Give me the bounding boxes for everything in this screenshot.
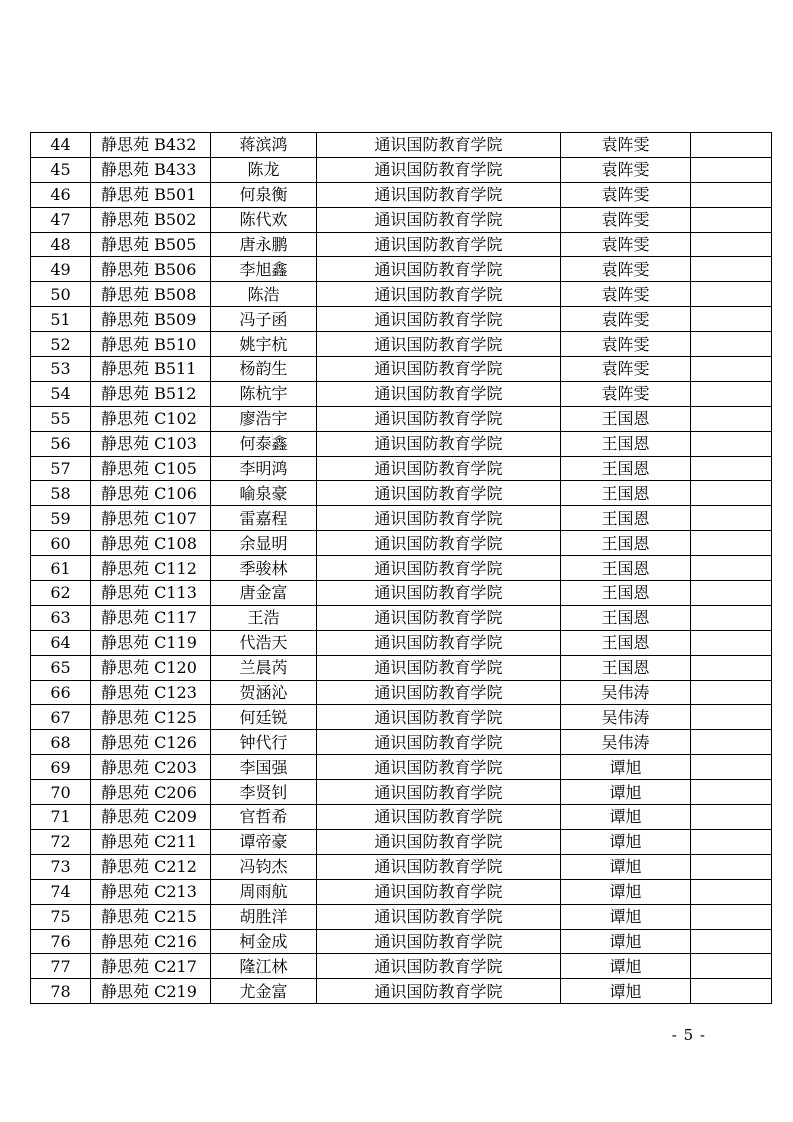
cell-note bbox=[691, 581, 772, 606]
cell-advisor: 王国恩 bbox=[561, 481, 691, 506]
cell-note bbox=[691, 357, 772, 382]
cell-advisor: 王国恩 bbox=[561, 406, 691, 431]
cell-college: 通识国防教育学院 bbox=[317, 929, 561, 954]
cell-college: 通识国防教育学院 bbox=[317, 755, 561, 780]
cell-college: 通识国防教育学院 bbox=[317, 879, 561, 904]
cell-note bbox=[691, 755, 772, 780]
cell-advisor: 谭旭 bbox=[561, 979, 691, 1004]
cell-student-name: 谭帝豪 bbox=[211, 829, 317, 854]
cell-college: 通识国防教育学院 bbox=[317, 829, 561, 854]
cell-advisor: 王国恩 bbox=[561, 581, 691, 606]
table-row bbox=[31, 630, 772, 655]
table-row bbox=[31, 506, 772, 531]
cell-college: 通识国防教育学院 bbox=[317, 381, 561, 406]
cell-student-name: 冯子函 bbox=[211, 307, 317, 332]
cell-note bbox=[691, 979, 772, 1004]
cell-room: 静思苑 C119 bbox=[91, 630, 211, 655]
cell-number: 73 bbox=[31, 854, 91, 879]
cell-number: 47 bbox=[31, 207, 91, 232]
cell-advisor: 王国恩 bbox=[561, 630, 691, 655]
cell-advisor: 袁阵雯 bbox=[561, 232, 691, 257]
table-row bbox=[31, 481, 772, 506]
table-row bbox=[31, 182, 772, 207]
cell-note bbox=[691, 381, 772, 406]
cell-note bbox=[691, 780, 772, 805]
cell-note bbox=[691, 605, 772, 630]
cell-advisor: 袁阵雯 bbox=[561, 133, 691, 158]
cell-advisor: 袁阵雯 bbox=[561, 257, 691, 282]
cell-note bbox=[691, 307, 772, 332]
table-row bbox=[31, 805, 772, 830]
cell-college: 通识国防教育学院 bbox=[317, 854, 561, 879]
cell-college: 通识国防教育学院 bbox=[317, 133, 561, 158]
cell-college: 通识国防教育学院 bbox=[317, 680, 561, 705]
table-row bbox=[31, 780, 772, 805]
cell-room: 静思苑 C215 bbox=[91, 904, 211, 929]
cell-advisor: 谭旭 bbox=[561, 780, 691, 805]
cell-note bbox=[691, 805, 772, 830]
cell-student-name: 王浩 bbox=[211, 605, 317, 630]
cell-advisor: 王国恩 bbox=[561, 556, 691, 581]
cell-room: 静思苑 C212 bbox=[91, 854, 211, 879]
cell-room: 静思苑 B506 bbox=[91, 257, 211, 282]
cell-student-name: 李旭鑫 bbox=[211, 257, 317, 282]
cell-room: 静思苑 B512 bbox=[91, 381, 211, 406]
cell-advisor: 王国恩 bbox=[561, 531, 691, 556]
cell-student-name: 何廷锐 bbox=[211, 705, 317, 730]
cell-college: 通识国防教育学院 bbox=[317, 456, 561, 481]
cell-note bbox=[691, 157, 772, 182]
cell-student-name: 余显明 bbox=[211, 531, 317, 556]
cell-note bbox=[691, 680, 772, 705]
cell-room: 静思苑 C117 bbox=[91, 605, 211, 630]
table-row bbox=[31, 556, 772, 581]
cell-note bbox=[691, 531, 772, 556]
table-row bbox=[31, 954, 772, 979]
cell-number: 72 bbox=[31, 829, 91, 854]
cell-note bbox=[691, 257, 772, 282]
cell-room: 静思苑 C217 bbox=[91, 954, 211, 979]
cell-college: 通识国防教育学院 bbox=[317, 581, 561, 606]
cell-college: 通识国防教育学院 bbox=[317, 357, 561, 382]
cell-room: 静思苑 B501 bbox=[91, 182, 211, 207]
cell-student-name: 陈浩 bbox=[211, 282, 317, 307]
cell-room: 静思苑 B505 bbox=[91, 232, 211, 257]
cell-student-name: 唐金富 bbox=[211, 581, 317, 606]
cell-number: 55 bbox=[31, 406, 91, 431]
table-row bbox=[31, 133, 772, 158]
cell-room: 静思苑 C126 bbox=[91, 730, 211, 755]
cell-student-name: 兰晨芮 bbox=[211, 655, 317, 680]
cell-student-name: 姚宇杭 bbox=[211, 332, 317, 357]
cell-number: 58 bbox=[31, 481, 91, 506]
table-row bbox=[31, 755, 772, 780]
cell-advisor: 谭旭 bbox=[561, 879, 691, 904]
cell-number: 60 bbox=[31, 531, 91, 556]
cell-advisor: 谭旭 bbox=[561, 805, 691, 830]
cell-room: 静思苑 C108 bbox=[91, 531, 211, 556]
cell-note bbox=[691, 879, 772, 904]
cell-room: 静思苑 C103 bbox=[91, 431, 211, 456]
cell-advisor: 谭旭 bbox=[561, 929, 691, 954]
cell-student-name: 何泉衡 bbox=[211, 182, 317, 207]
cell-advisor: 谭旭 bbox=[561, 829, 691, 854]
cell-college: 通识国防教育学院 bbox=[317, 506, 561, 531]
table-row bbox=[31, 332, 772, 357]
cell-number: 46 bbox=[31, 182, 91, 207]
cell-advisor: 袁阵雯 bbox=[561, 282, 691, 307]
cell-advisor: 谭旭 bbox=[561, 904, 691, 929]
cell-number: 61 bbox=[31, 556, 91, 581]
cell-student-name: 冯钧杰 bbox=[211, 854, 317, 879]
cell-student-name: 官哲希 bbox=[211, 805, 317, 830]
cell-student-name: 李贤钊 bbox=[211, 780, 317, 805]
cell-student-name: 杨韵生 bbox=[211, 357, 317, 382]
cell-student-name: 李国强 bbox=[211, 755, 317, 780]
cell-room: 静思苑 C112 bbox=[91, 556, 211, 581]
cell-note bbox=[691, 854, 772, 879]
cell-note bbox=[691, 332, 772, 357]
cell-number: 78 bbox=[31, 979, 91, 1004]
table-row bbox=[31, 879, 772, 904]
table-row bbox=[31, 357, 772, 382]
cell-number: 71 bbox=[31, 805, 91, 830]
table-row bbox=[31, 581, 772, 606]
cell-number: 53 bbox=[31, 357, 91, 382]
cell-note bbox=[691, 954, 772, 979]
cell-student-name: 廖浩宇 bbox=[211, 406, 317, 431]
cell-college: 通识国防教育学院 bbox=[317, 780, 561, 805]
cell-student-name: 何泰鑫 bbox=[211, 431, 317, 456]
table-row bbox=[31, 406, 772, 431]
cell-student-name: 陈龙 bbox=[211, 157, 317, 182]
cell-student-name: 蒋滨鸿 bbox=[211, 133, 317, 158]
cell-student-name: 周雨航 bbox=[211, 879, 317, 904]
cell-college: 通识国防教育学院 bbox=[317, 157, 561, 182]
cell-student-name: 李明鸿 bbox=[211, 456, 317, 481]
cell-number: 44 bbox=[31, 133, 91, 158]
cell-college: 通识国防教育学院 bbox=[317, 730, 561, 755]
table-row bbox=[31, 207, 772, 232]
cell-room: 静思苑 C102 bbox=[91, 406, 211, 431]
cell-college: 通识国防教育学院 bbox=[317, 605, 561, 630]
table-row bbox=[31, 829, 772, 854]
cell-note bbox=[691, 705, 772, 730]
cell-advisor: 袁阵雯 bbox=[561, 357, 691, 382]
cell-note bbox=[691, 182, 772, 207]
cell-number: 52 bbox=[31, 332, 91, 357]
cell-number: 64 bbox=[31, 630, 91, 655]
cell-room: 静思苑 B511 bbox=[91, 357, 211, 382]
cell-student-name: 季骏林 bbox=[211, 556, 317, 581]
table-row bbox=[31, 456, 772, 481]
cell-room: 静思苑 C211 bbox=[91, 829, 211, 854]
table-row bbox=[31, 282, 772, 307]
cell-number: 54 bbox=[31, 381, 91, 406]
cell-student-name: 隆江林 bbox=[211, 954, 317, 979]
cell-student-name: 陈代欢 bbox=[211, 207, 317, 232]
cell-room: 静思苑 C206 bbox=[91, 780, 211, 805]
cell-room: 静思苑 B433 bbox=[91, 157, 211, 182]
cell-college: 通识国防教育学院 bbox=[317, 431, 561, 456]
cell-number: 50 bbox=[31, 282, 91, 307]
cell-note bbox=[691, 406, 772, 431]
cell-student-name: 陈杭宇 bbox=[211, 381, 317, 406]
cell-advisor: 袁阵雯 bbox=[561, 332, 691, 357]
cell-college: 通识国防教育学院 bbox=[317, 182, 561, 207]
cell-college: 通识国防教育学院 bbox=[317, 406, 561, 431]
cell-college: 通识国防教育学院 bbox=[317, 232, 561, 257]
table-row bbox=[31, 854, 772, 879]
cell-student-name: 贺涵沁 bbox=[211, 680, 317, 705]
cell-number: 69 bbox=[31, 755, 91, 780]
cell-college: 通识国防教育学院 bbox=[317, 954, 561, 979]
cell-note bbox=[691, 506, 772, 531]
cell-number: 48 bbox=[31, 232, 91, 257]
cell-student-name: 唐永鹏 bbox=[211, 232, 317, 257]
table-row bbox=[31, 680, 772, 705]
cell-number: 76 bbox=[31, 929, 91, 954]
cell-advisor: 吴伟涛 bbox=[561, 680, 691, 705]
cell-number: 56 bbox=[31, 431, 91, 456]
cell-note bbox=[691, 904, 772, 929]
cell-student-name: 喻泉豪 bbox=[211, 481, 317, 506]
cell-room: 静思苑 C123 bbox=[91, 680, 211, 705]
cell-room: 静思苑 C209 bbox=[91, 805, 211, 830]
cell-college: 通识国防教育学院 bbox=[317, 655, 561, 680]
cell-note bbox=[691, 481, 772, 506]
cell-number: 75 bbox=[31, 904, 91, 929]
table-row bbox=[31, 232, 772, 257]
cell-advisor: 王国恩 bbox=[561, 456, 691, 481]
cell-advisor: 袁阵雯 bbox=[561, 157, 691, 182]
cell-number: 65 bbox=[31, 655, 91, 680]
table-row bbox=[31, 979, 772, 1004]
table-row bbox=[31, 730, 772, 755]
cell-student-name: 钟代行 bbox=[211, 730, 317, 755]
cell-room: 静思苑 C105 bbox=[91, 456, 211, 481]
cell-college: 通识国防教育学院 bbox=[317, 307, 561, 332]
cell-college: 通识国防教育学院 bbox=[317, 705, 561, 730]
cell-college: 通识国防教育学院 bbox=[317, 630, 561, 655]
cell-number: 77 bbox=[31, 954, 91, 979]
cell-student-name: 雷嘉程 bbox=[211, 506, 317, 531]
cell-student-name: 代浩天 bbox=[211, 630, 317, 655]
cell-college: 通识国防教育学院 bbox=[317, 282, 561, 307]
cell-advisor: 王国恩 bbox=[561, 605, 691, 630]
dorm-roster-table bbox=[30, 132, 772, 1004]
cell-advisor: 袁阵雯 bbox=[561, 381, 691, 406]
cell-note bbox=[691, 630, 772, 655]
table-row bbox=[31, 381, 772, 406]
cell-room: 静思苑 C113 bbox=[91, 581, 211, 606]
table-row bbox=[31, 257, 772, 282]
cell-note bbox=[691, 829, 772, 854]
cell-advisor: 吴伟涛 bbox=[561, 705, 691, 730]
cell-room: 静思苑 C203 bbox=[91, 755, 211, 780]
cell-number: 74 bbox=[31, 879, 91, 904]
cell-number: 63 bbox=[31, 605, 91, 630]
cell-college: 通识国防教育学院 bbox=[317, 979, 561, 1004]
cell-advisor: 王国恩 bbox=[561, 431, 691, 456]
table-row bbox=[31, 655, 772, 680]
table-row bbox=[31, 705, 772, 730]
cell-note bbox=[691, 133, 772, 158]
cell-advisor: 谭旭 bbox=[561, 854, 691, 879]
cell-number: 68 bbox=[31, 730, 91, 755]
cell-note bbox=[691, 655, 772, 680]
cell-number: 49 bbox=[31, 257, 91, 282]
cell-room: 静思苑 B510 bbox=[91, 332, 211, 357]
cell-note bbox=[691, 929, 772, 954]
table-row bbox=[31, 307, 772, 332]
cell-room: 静思苑 C120 bbox=[91, 655, 211, 680]
cell-college: 通识国防教育学院 bbox=[317, 207, 561, 232]
page-number: - 5 - bbox=[671, 1026, 706, 1044]
cell-college: 通识国防教育学院 bbox=[317, 257, 561, 282]
cell-college: 通识国防教育学院 bbox=[317, 332, 561, 357]
cell-number: 51 bbox=[31, 307, 91, 332]
roster-body bbox=[31, 133, 772, 1004]
cell-college: 通识国防教育学院 bbox=[317, 904, 561, 929]
cell-note bbox=[691, 232, 772, 257]
cell-student-name: 柯金成 bbox=[211, 929, 317, 954]
cell-number: 45 bbox=[31, 157, 91, 182]
cell-number: 59 bbox=[31, 506, 91, 531]
cell-student-name: 胡胜洋 bbox=[211, 904, 317, 929]
cell-advisor: 袁阵雯 bbox=[561, 307, 691, 332]
cell-number: 57 bbox=[31, 456, 91, 481]
cell-room: 静思苑 C213 bbox=[91, 879, 211, 904]
cell-advisor: 王国恩 bbox=[561, 506, 691, 531]
cell-room: 静思苑 C125 bbox=[91, 705, 211, 730]
cell-number: 62 bbox=[31, 581, 91, 606]
table-row bbox=[31, 929, 772, 954]
table-row bbox=[31, 605, 772, 630]
cell-college: 通识国防教育学院 bbox=[317, 531, 561, 556]
cell-room: 静思苑 B502 bbox=[91, 207, 211, 232]
cell-advisor: 袁阵雯 bbox=[561, 182, 691, 207]
cell-advisor: 袁阵雯 bbox=[561, 207, 691, 232]
cell-room: 静思苑 C216 bbox=[91, 929, 211, 954]
cell-student-name: 尤金富 bbox=[211, 979, 317, 1004]
cell-room: 静思苑 C219 bbox=[91, 979, 211, 1004]
cell-note bbox=[691, 207, 772, 232]
cell-note bbox=[691, 431, 772, 456]
cell-note bbox=[691, 456, 772, 481]
cell-advisor: 王国恩 bbox=[561, 655, 691, 680]
cell-number: 70 bbox=[31, 780, 91, 805]
cell-note bbox=[691, 556, 772, 581]
table-row bbox=[31, 431, 772, 456]
cell-note bbox=[691, 730, 772, 755]
cell-room: 静思苑 B509 bbox=[91, 307, 211, 332]
cell-number: 66 bbox=[31, 680, 91, 705]
cell-note bbox=[691, 282, 772, 307]
table-row bbox=[31, 531, 772, 556]
cell-number: 67 bbox=[31, 705, 91, 730]
cell-room: 静思苑 C106 bbox=[91, 481, 211, 506]
cell-room: 静思苑 B432 bbox=[91, 133, 211, 158]
cell-college: 通识国防教育学院 bbox=[317, 556, 561, 581]
cell-college: 通识国防教育学院 bbox=[317, 805, 561, 830]
table-row bbox=[31, 904, 772, 929]
cell-room: 静思苑 B508 bbox=[91, 282, 211, 307]
table-row bbox=[31, 157, 772, 182]
cell-advisor: 谭旭 bbox=[561, 755, 691, 780]
cell-advisor: 吴伟涛 bbox=[561, 730, 691, 755]
cell-advisor: 谭旭 bbox=[561, 954, 691, 979]
cell-room: 静思苑 C107 bbox=[91, 506, 211, 531]
cell-college: 通识国防教育学院 bbox=[317, 481, 561, 506]
